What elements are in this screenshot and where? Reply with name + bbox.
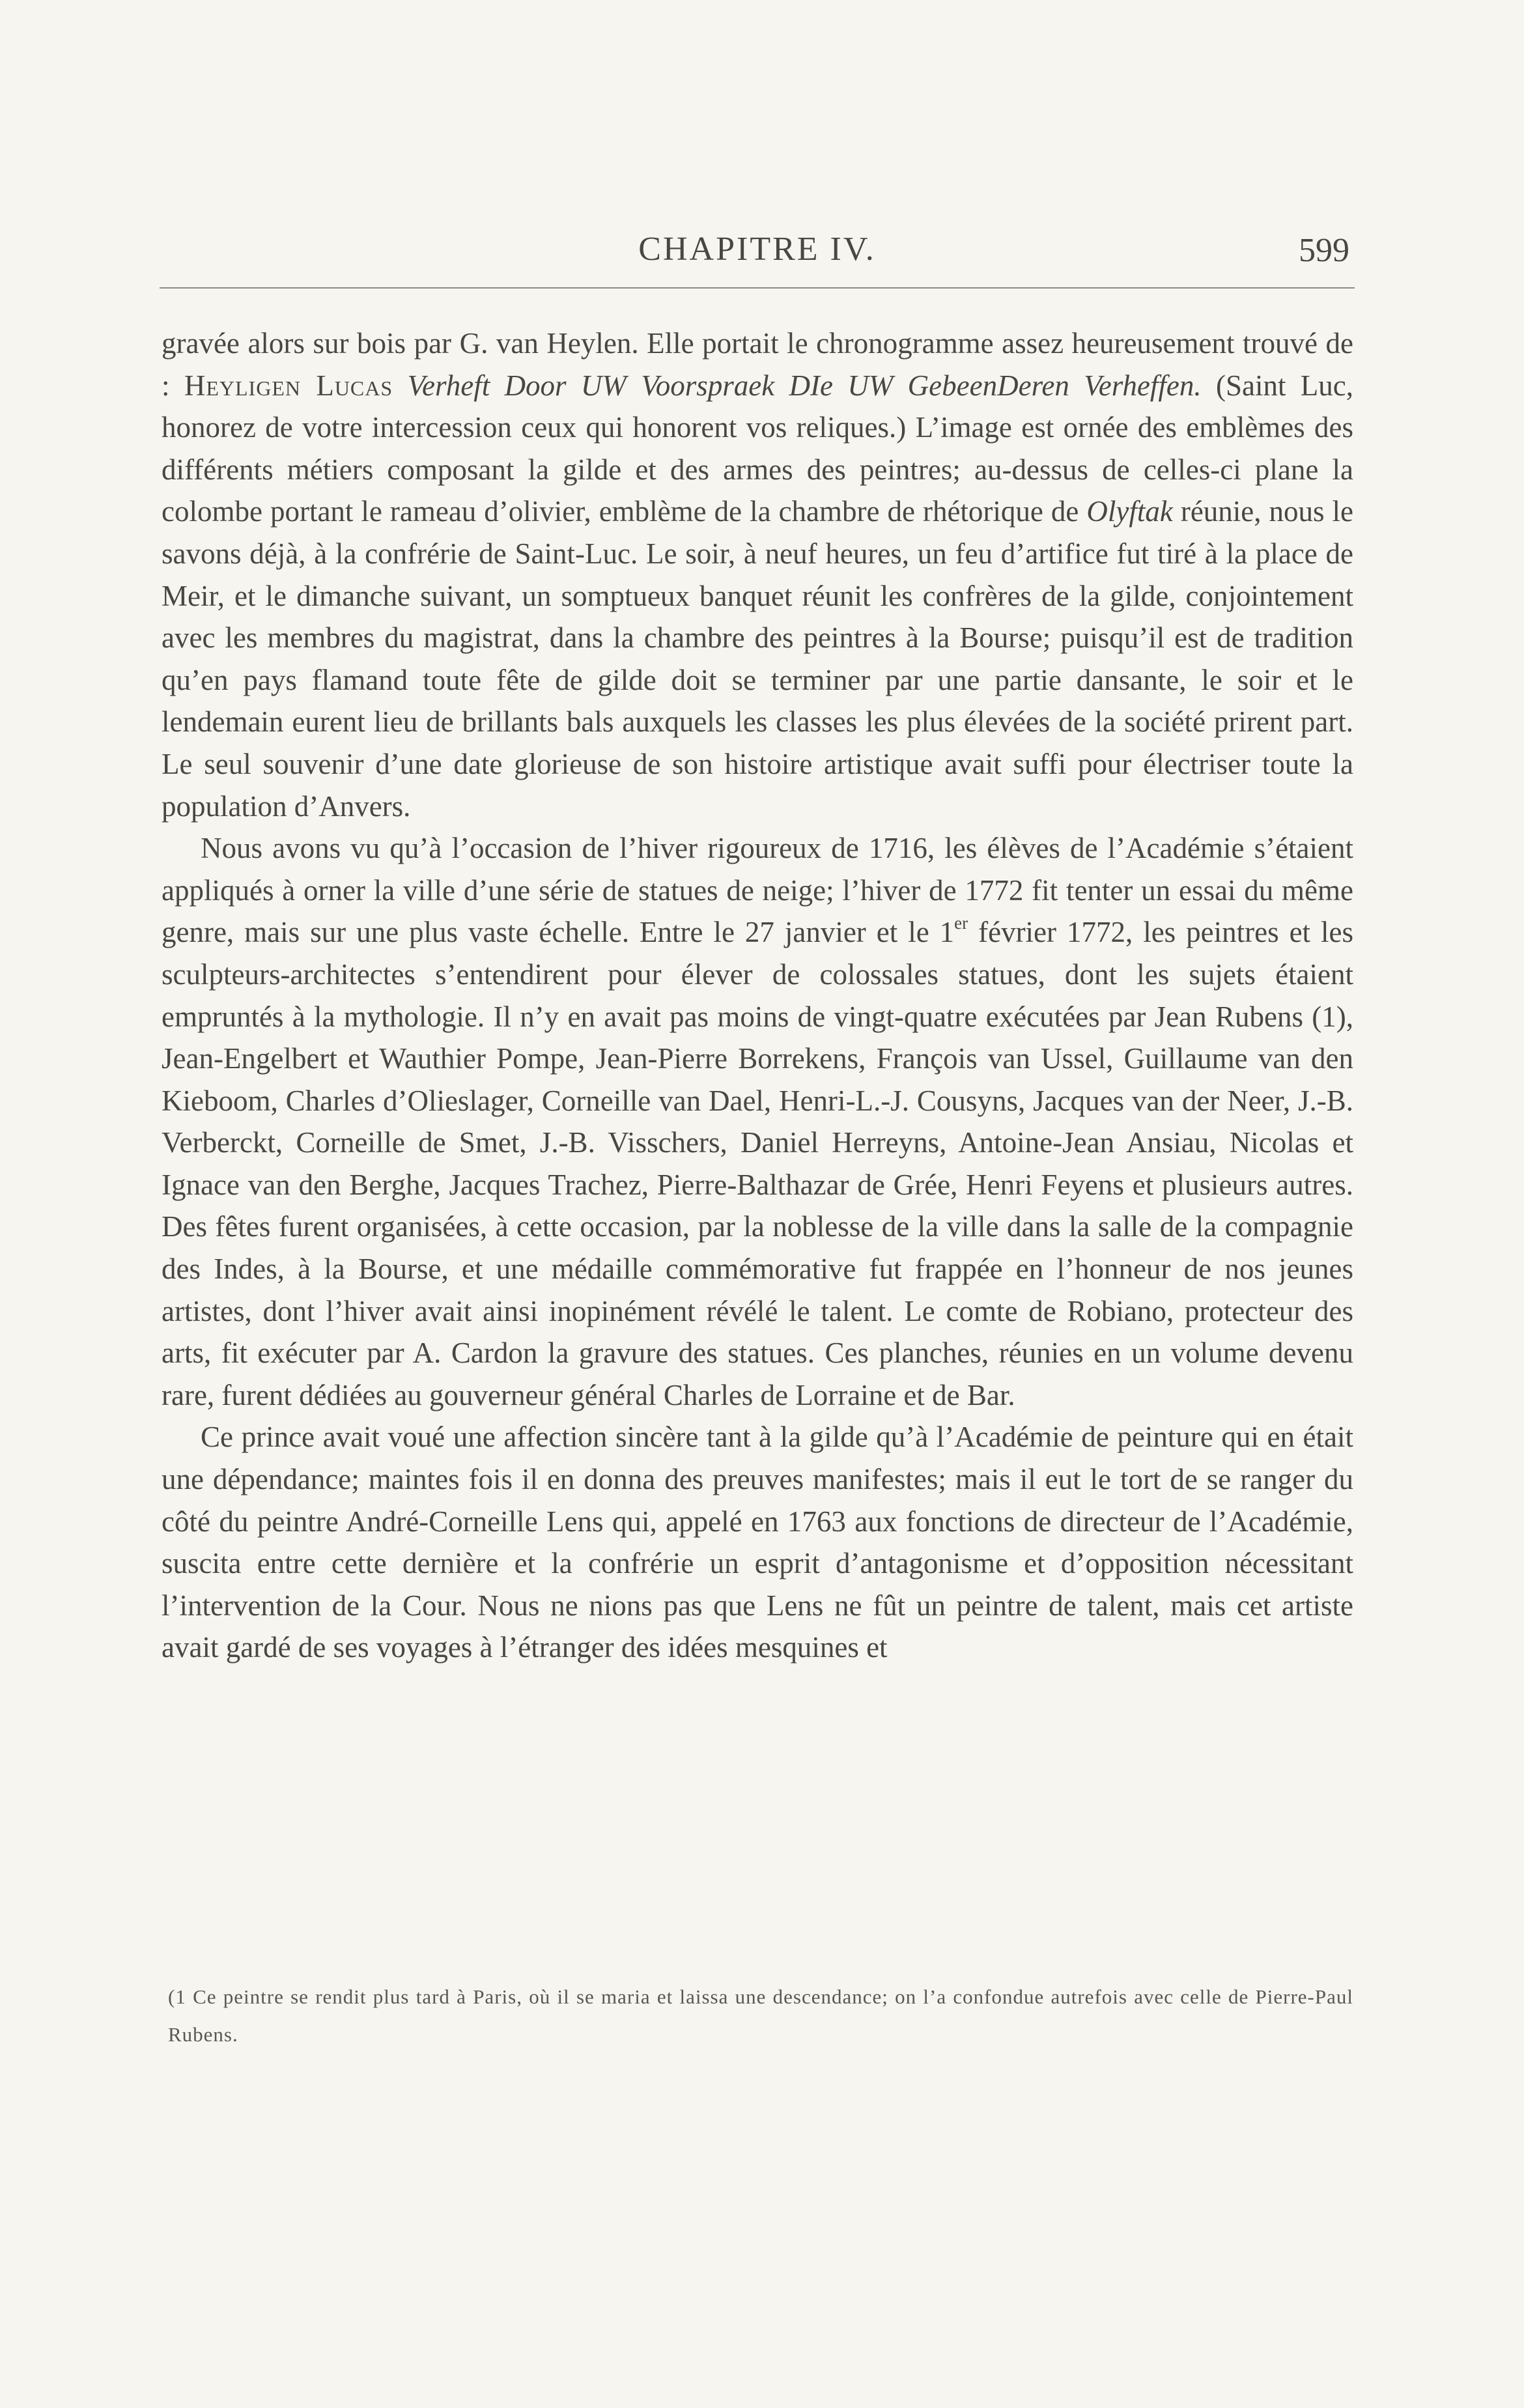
text-run	[393, 369, 407, 402]
header-rule	[160, 287, 1355, 289]
chronogram-name: Heyligen Lucas	[184, 369, 393, 402]
text-run: Ce prince avait voué une affection sincère tant à la gilde qu’à l’Académie de peinture qui en était une dépendance; maintes fois il en donna des preuves manifestes; mais il eut le tort de se ranger du côté du peintre André-Corneille Lens qui, appelé en 1763 aux fonctions de directeur de l’Académie, suscita entre cette dernière et la confrérie un esprit d’antagonisme et d’opposition nécessitant l’intervention de la Cour. Nous ne nions pas que Lens ne fût un peintre de talent, mais cet artiste avait gardé de ses voyages à l’étranger des idées mesquines et	[162, 1421, 1353, 1664]
italic-term: Olyftak	[1086, 495, 1173, 528]
page-number: 599	[1299, 232, 1349, 269]
text-run: gravée alors sur bois par G. van Heylen. Elle portait le chronogramme assez heureusement trouvé de :	[162, 327, 1353, 402]
text-run: (Saint Luc, honorez de votre intercession ceux qui honorent vos reliques.) L’image est ornée des emblèmes des différents métiers composant la gilde et des armes des peintres; au-dessus de celles-ci plane la colombe portant le rameau d’olivier, emblème de la chambre de rhétorique de	[162, 369, 1354, 528]
paragraph	[162, 322, 1353, 827]
superscript: er	[954, 913, 968, 933]
body-text	[162, 322, 1353, 1669]
footnote-text: (1 Ce peintre se rendit plus tard à Paris, où il se maria et laissa une descendance; on l’a confondue autrefois avec celle de Pierre-Paul Rubens.	[168, 1985, 1353, 2046]
chronogram-text: Verheft Door UW Voorspraek DIe UW GebeenDeren Verheffen.	[407, 369, 1202, 402]
footnote	[168, 1978, 1353, 2054]
running-title: CHAPITRE IV.	[638, 231, 876, 268]
text-run: réunie, nous le savons déjà, à la confrérie de Saint-Luc. Le soir, à neuf heures, un feu d’artifice fut tiré à la place de Meir, et le dimanche suivant, un somptueux banquet réunit les confrères de la gilde, conjointement avec les membres du magistrat, dans la chambre des peintres à la Bourse; puisqu’il est de tradition qu’en pays flamand toute fête de gilde doit se terminer par une partie dansante, le soir et le lendemain eurent lieu de brillants bals auxquels les classes les plus élevées de la société prirent part. Le seul souvenir d’une date glorieuse de son histoire artistique avait suffi pour électriser toute la population d’Anvers.	[162, 495, 1354, 823]
text-run: Nous avons vu qu’à l’occasion de l’hiver rigoureux de 1716, les élèves de l’Académie s’étaient appliqués à orner la ville d’une série de statues de neige; l’hiver de 1772 fit tenter un essai du même genre, mais sur une plus vaste échelle. Entre le 27 janvier et le 1	[162, 832, 1353, 949]
page-header	[160, 225, 1355, 290]
text-run: février 1772, les peintres et les sculpteurs-architectes s’entendirent pour élever de colossales statues, dont les sujets étaient empruntés à la mythologie. Il n’y en avait pas moins de vingt-quatre exécutées par Jean Rubens (1), Jean-Engelbert et Wauthier Pompe, Jean-Pierre Borrekens, François van Ussel, Guillaume van den Kieboom, Charles d’Olieslager, Corneille van Dael, Henri-L.-J. Cousyns, Jacques van der Neer, J.-B. Verberckt, Corneille de Smet, J.-B. Visschers, Daniel Herreyns, Antoine-Jean Ansiau, Nicolas et Ignace van den Berghe, Jacques Trachez, Pierre-Balthazar de Grée, Henri Feyens et plusieurs autres. Des fêtes furent organisées, à cette occasion, par la noblesse de la ville dans la salle de la compagnie des Indes, à la Bourse, et une médaille commémorative fut frappée en l’honneur de nos jeunes artistes, dont l’hiver avait ainsi inopinément révélé le talent. Le comte de Robiano, protecteur des arts, fit exécuter par A. Cardon la gravure des statues. Ces planches, réunies en un volume devenu rare, furent dédiées au gouverneur général Charles de Lorraine et de Bar.	[162, 916, 1353, 1411]
paragraph	[162, 827, 1353, 1416]
paragraph	[162, 1416, 1353, 1669]
